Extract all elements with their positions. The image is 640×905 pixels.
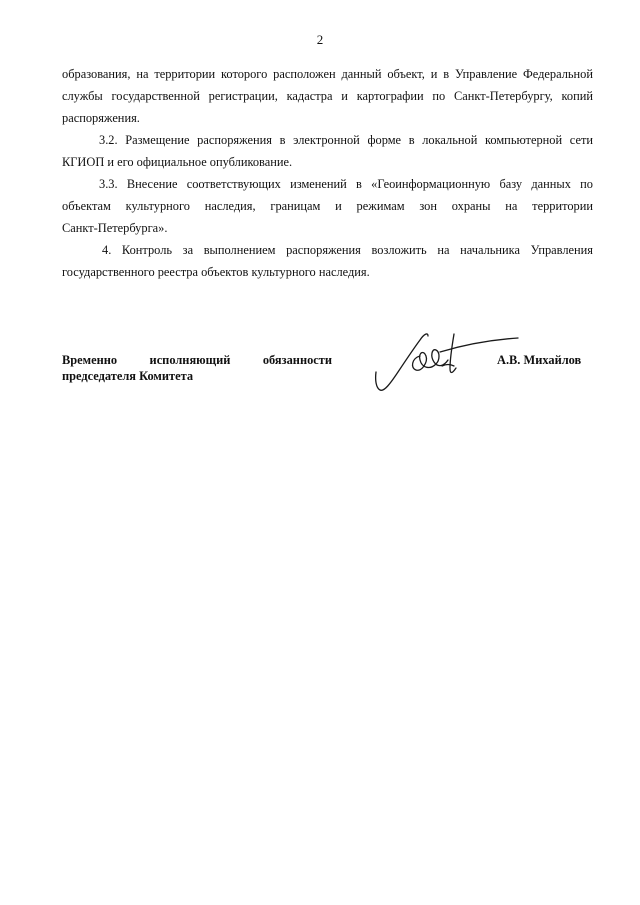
paragraph-line: государственного реестра объектов культурного наследия.	[62, 265, 370, 279]
page-number: 2	[316, 32, 324, 47]
paragraph-line: 4. Контроль за выполнением распоряжения возложить на начальника Управления	[102, 243, 593, 257]
paragraph-3-2	[62, 129, 593, 173]
paragraph-4	[62, 239, 593, 283]
paragraph-line: объектам культурного наследия, границам и режимам зон охраны на территории	[62, 199, 593, 213]
paragraph-continuation	[62, 63, 593, 129]
paragraph-line: Санкт-Петербурга».	[62, 221, 168, 235]
paragraph-line: 3.3. Внесение соответствующих изменений в «Геоинформационную базу данных по	[99, 177, 593, 191]
paragraph-line: службы государственной регистрации, кадастра и картографии по Санкт-Петербургу, копий	[62, 89, 593, 103]
paragraph-line: 3.2. Размещение распоряжения в электронной форме в локальной компьютерной сети	[99, 133, 593, 147]
signer-name: А.В. Михайлов	[497, 353, 582, 367]
paragraph-3-3	[62, 173, 593, 239]
signatory-position	[62, 352, 332, 384]
paragraph-line: образования, на территории которого расположен данный объект, и в Управление Федеральной	[62, 67, 593, 81]
paragraph-line: распоряжения.	[62, 111, 140, 125]
position-line: председателя Комитета	[62, 369, 194, 383]
paragraph-line: КГИОП и его официальное опубликование.	[62, 155, 293, 169]
position-line: Временно исполняющий обязанности	[62, 353, 332, 367]
